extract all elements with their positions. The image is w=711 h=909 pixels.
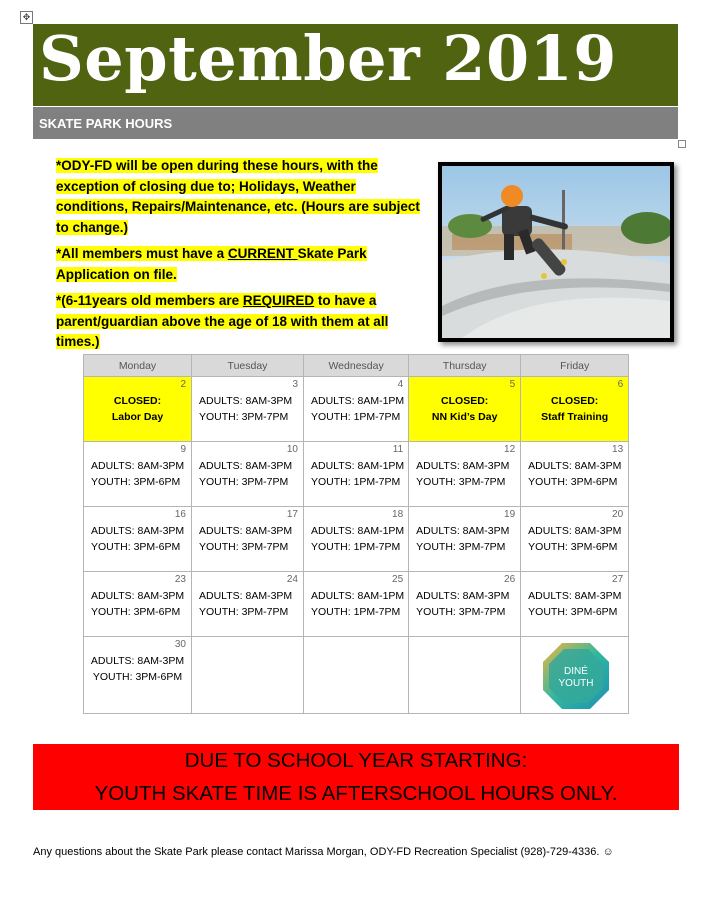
calendar-week-row xyxy=(84,637,629,714)
day-number: 16 xyxy=(174,509,186,520)
day-number: 17 xyxy=(286,509,298,520)
adult-hours: ADULTS: 8AM-3PM xyxy=(91,460,185,472)
youth-hours: YOUTH: 1PM-7PM xyxy=(311,606,401,618)
note-hours xyxy=(56,156,428,238)
closed-reason: NN Kid’s Day xyxy=(431,411,498,423)
note-age-required: REQUIRED xyxy=(242,293,315,308)
note-application-current: CURRENT xyxy=(227,246,298,261)
closed-label: CLOSED: xyxy=(113,395,162,407)
day-header: Friday xyxy=(521,355,629,377)
adult-hours: ADULTS: 8AM-3PM xyxy=(416,525,510,537)
note-application-part1: *All members must have a xyxy=(56,246,228,261)
youth-hours: YOUTH: 3PM-7PM xyxy=(199,411,289,423)
youth-hours: YOUTH: 3PM-6PM xyxy=(528,541,618,553)
day-number: 18 xyxy=(392,509,404,520)
logo-line1: DINÉ xyxy=(564,666,589,677)
calendar-week-row xyxy=(84,377,629,442)
youth-hours: YOUTH: 1PM-7PM xyxy=(311,476,401,488)
calendar-cell xyxy=(84,637,192,714)
title-banner xyxy=(33,24,678,106)
day-header: Monday xyxy=(84,355,192,377)
day-number: 13 xyxy=(612,444,624,455)
calendar-cell xyxy=(192,507,304,572)
calendar-cell xyxy=(409,442,521,507)
day-number: 20 xyxy=(612,509,624,520)
calendar-header-row xyxy=(84,355,629,377)
adult-hours: ADULTS: 8AM-3PM xyxy=(91,590,185,602)
adult-hours: ADULTS: 8AM-3PM xyxy=(416,590,510,602)
calendar-cell xyxy=(84,377,192,442)
note-age-part2: to have a parent/guardian above the age of 18 with them at all times.) xyxy=(56,293,389,349)
day-number: 12 xyxy=(504,444,516,455)
day-number: 4 xyxy=(397,379,404,390)
day-number: 2 xyxy=(180,379,186,390)
closed-reason: Staff Training xyxy=(541,411,609,423)
calendar-week-row xyxy=(84,572,629,637)
dine-youth-logo-icon xyxy=(541,641,611,711)
calendar-cell xyxy=(192,377,304,442)
day-number: 10 xyxy=(286,444,298,455)
day-number: 6 xyxy=(617,379,624,390)
note-age-text xyxy=(56,293,388,349)
resize-handle-icon[interactable] xyxy=(678,140,686,148)
calendar-cell-empty xyxy=(409,637,521,714)
adult-hours: ADULTS: 8AM-3PM xyxy=(199,395,293,407)
calendar-cell xyxy=(521,572,629,637)
day-number: 30 xyxy=(174,639,186,650)
day-number: 23 xyxy=(174,574,186,585)
skater-photo-icon xyxy=(442,166,670,338)
day-number: 26 xyxy=(504,574,516,585)
banner-line2: YOUTH SKATE TIME IS AFTERSCHOOL HOURS ONLY. xyxy=(94,782,618,805)
adult-hours: ADULTS: 8AM-3PM xyxy=(416,460,510,472)
contact-footer: Any questions about the Skate Park please contact Marissa Morgan, ODY-FD Recreation Specialist (928)-729-4336. ☺ xyxy=(33,846,614,858)
day-number: 27 xyxy=(612,574,624,585)
youth-hours: YOUTH: 3PM-7PM xyxy=(416,476,506,488)
adult-hours: ADULTS: 8AM-3PM xyxy=(199,460,293,472)
day-number: 3 xyxy=(292,379,298,390)
youth-hours: YOUTH: 3PM-6PM xyxy=(91,606,181,618)
youth-hours: YOUTH: 1PM-7PM xyxy=(311,541,401,553)
calendar-cell-empty xyxy=(304,637,409,714)
note-application xyxy=(56,244,428,285)
calendar-cell xyxy=(192,442,304,507)
day-number: 25 xyxy=(392,574,404,585)
youth-hours: YOUTH: 3PM-7PM xyxy=(416,606,506,618)
closed-notice xyxy=(84,377,191,425)
closed-reason: Labor Day xyxy=(111,411,164,423)
youth-hours: YOUTH: 3PM-6PM xyxy=(528,606,618,618)
calendar-cell xyxy=(521,442,629,507)
calendar-cell xyxy=(84,507,192,572)
adult-hours: ADULTS: 8AM-3PM xyxy=(90,655,185,667)
calendar-cell xyxy=(521,507,629,572)
page-title: September 2019 xyxy=(39,22,617,95)
notes-section xyxy=(56,156,428,359)
subtitle-banner xyxy=(33,107,678,139)
hours xyxy=(84,442,191,490)
closed-label: CLOSED: xyxy=(441,395,489,407)
adult-hours: ADULTS: 8AM-3PM xyxy=(199,525,293,537)
calendar-cell xyxy=(192,572,304,637)
adult-hours: ADULTS: 8AM-1PM xyxy=(311,395,405,407)
youth-hours: YOUTH: 3PM-6PM xyxy=(92,671,183,683)
calendar-cell xyxy=(521,377,629,442)
day-number: 11 xyxy=(392,444,404,455)
youth-hours: YOUTH: 3PM-7PM xyxy=(416,541,506,553)
calendar-week-row xyxy=(84,442,629,507)
calendar-cell xyxy=(304,507,409,572)
day-header: Thursday xyxy=(409,355,521,377)
calendar-cell xyxy=(84,572,192,637)
adult-hours: ADULTS: 8AM-1PM xyxy=(311,525,405,537)
calendar-cell xyxy=(84,442,192,507)
note-hours-text: *ODY-FD will be open during these hours, with the exception of closing due to; Holidays, Weather conditions, Repairs/Maintenance, etc. (Hours are subject to change.) xyxy=(56,158,420,235)
day-number: 24 xyxy=(286,574,298,585)
schedule-calendar xyxy=(83,354,629,714)
day-number: 9 xyxy=(180,444,186,455)
note-application-text xyxy=(56,246,367,282)
youth-hours: YOUTH: 3PM-7PM xyxy=(199,606,289,618)
youth-hours: YOUTH: 3PM-6PM xyxy=(91,476,181,488)
table-move-handle-icon[interactable]: ✥ xyxy=(20,11,33,24)
day-header: Tuesday xyxy=(192,355,304,377)
note-age xyxy=(56,291,428,353)
adult-hours: ADULTS: 8AM-1PM xyxy=(311,460,405,472)
note-application-part2: Skate Park Application on file. xyxy=(56,246,367,282)
page-subtitle: SKATE PARK HOURS xyxy=(39,116,173,131)
day-number: 19 xyxy=(504,509,516,520)
calendar-cell xyxy=(409,507,521,572)
logo-line2: YOUTH xyxy=(558,678,594,689)
youth-hours: YOUTH: 3PM-7PM xyxy=(199,476,289,488)
day-number: 5 xyxy=(509,379,516,390)
closed-notice xyxy=(521,377,628,425)
adult-hours: ADULTS: 8AM-3PM xyxy=(528,460,622,472)
calendar-week-row xyxy=(84,507,629,572)
hours xyxy=(192,377,303,425)
youth-hours: YOUTH: 3PM-7PM xyxy=(199,541,289,553)
adult-hours: ADULTS: 8AM-3PM xyxy=(91,525,185,537)
skater-photo xyxy=(438,162,674,342)
calendar-cell-empty xyxy=(192,637,304,714)
adult-hours: ADULTS: 8AM-3PM xyxy=(528,525,622,537)
banner-line1: DUE TO SCHOOL YEAR STARTING: xyxy=(184,749,528,772)
youth-hours: YOUTH: 3PM-6PM xyxy=(91,541,181,553)
youth-hours: YOUTH: 3PM-6PM xyxy=(528,476,618,488)
adult-hours: ADULTS: 8AM-3PM xyxy=(199,590,293,602)
calendar-cell xyxy=(304,377,409,442)
school-year-banner xyxy=(33,744,679,810)
adult-hours: ADULTS: 8AM-3PM xyxy=(528,590,622,602)
closed-label: CLOSED: xyxy=(551,395,599,407)
calendar-cell xyxy=(304,442,409,507)
youth-hours: YOUTH: 1PM-7PM xyxy=(311,411,401,423)
calendar-cell xyxy=(409,377,521,442)
calendar-cell xyxy=(304,572,409,637)
calendar-cell-logo xyxy=(521,637,629,714)
adult-hours: ADULTS: 8AM-1PM xyxy=(311,590,405,602)
closed-notice xyxy=(409,377,520,425)
hours xyxy=(304,377,408,425)
day-header: Wednesday xyxy=(304,355,409,377)
note-age-part1: *(6-11years old members are xyxy=(56,293,243,308)
calendar-cell xyxy=(409,572,521,637)
